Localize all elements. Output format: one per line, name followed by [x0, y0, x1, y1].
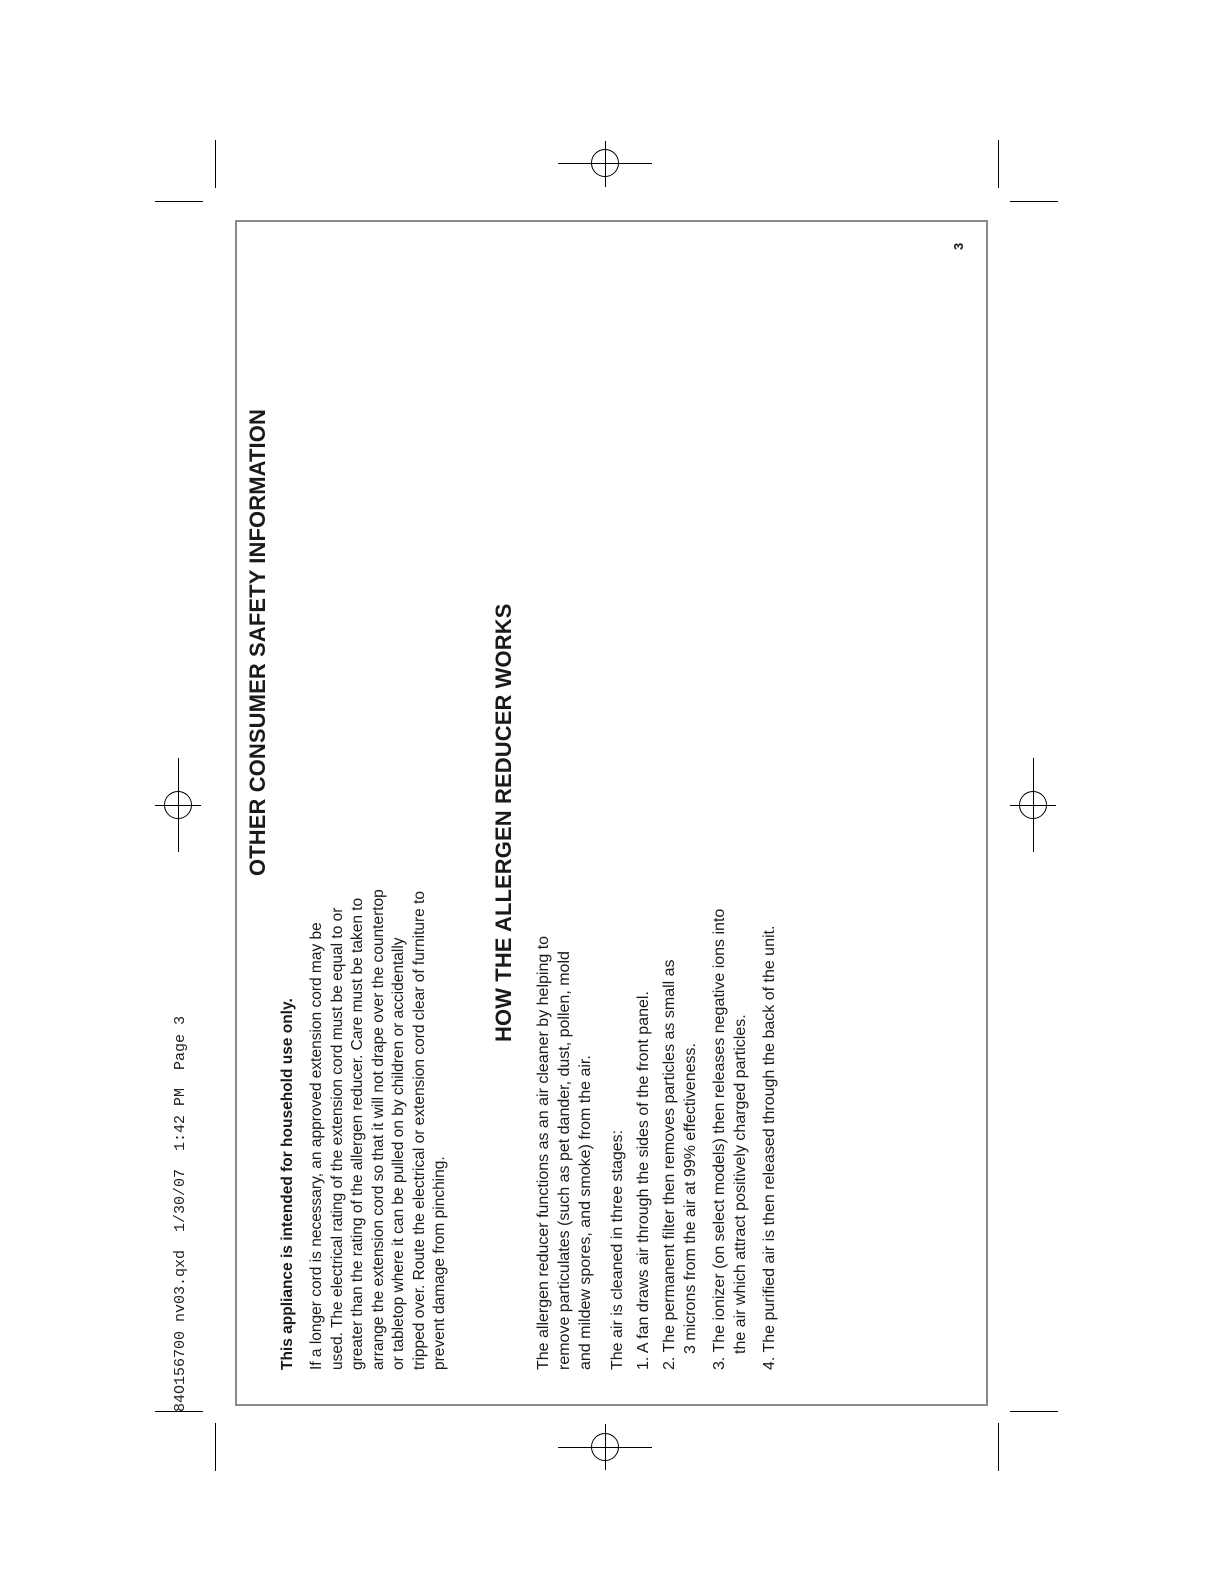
paragraph-line: The allergen reducer functions as an air cleaner by helping to [535, 935, 552, 1370]
intro-paragraph [533, 936, 596, 1370]
crop-mark [1010, 1411, 1058, 1412]
page-number: 3 [951, 242, 966, 250]
paragraph-line: prevent damage from pinching. [431, 1156, 448, 1370]
paragraph-line: greater than the rating of the allergen reducer. Care must be taken to [349, 897, 366, 1370]
paragraph-line: If a longer cord is necessary, an approved extension cord may be [308, 922, 325, 1370]
crop-mark [215, 1423, 216, 1471]
crop-mark [155, 201, 203, 202]
household-use-notice: This appliance is intended for household use only. [279, 998, 296, 1370]
step-line: 3. The ionizer (on select models) then releases negative ions into [711, 908, 728, 1370]
paragraph-line: tripped over. Route the electrical or extension cord clear of furniture to [410, 890, 428, 1370]
rotated-content [235, 220, 988, 1406]
step-line: the air which attract positively charged particles. [732, 1014, 749, 1354]
section-title-how-it-works: HOW THE ALLERGEN REDUCER WORKS [491, 603, 516, 1042]
stages-intro: The air is cleaned in three stages: [609, 1129, 626, 1370]
paragraph-line: arrange the extension cord so that it will not drape over the countertop [369, 889, 387, 1370]
paragraph-line: remove particulates (such as pet dander, dust, pollen, mold [556, 951, 573, 1370]
paragraph-line: or tabletop where it can be pulled on by children or accidentally [390, 937, 407, 1370]
paragraph-line: and mildew spores, and smoke) from the air. [577, 1055, 594, 1370]
crop-mark [1010, 201, 1058, 202]
step-line: 2. The permanent filter then removes particles as small as [661, 959, 678, 1370]
step-1: 1. A fan draws air through the sides of the front panel. [635, 991, 652, 1370]
step-4: 4. The purified air is then released through the back of the unit. [761, 925, 778, 1370]
paragraph-line: used. The electrical rating of the extension cord must be equal to or [328, 907, 346, 1370]
extension-cord-paragraph [307, 889, 451, 1370]
crop-mark [215, 140, 216, 188]
step-3 [709, 909, 751, 1370]
file-slug: 84O156700 nv03.qxd 1/30/07 1:42 PM Page 3 [172, 1015, 189, 1412]
crop-mark [998, 1423, 999, 1471]
step-line: 3 microns from the air at 99% effectiveness. [682, 1043, 699, 1354]
section-title-safety: OTHER CONSUMER SAFETY INFORMATION [245, 409, 270, 876]
crop-mark [998, 140, 999, 188]
step-2 [659, 959, 701, 1370]
